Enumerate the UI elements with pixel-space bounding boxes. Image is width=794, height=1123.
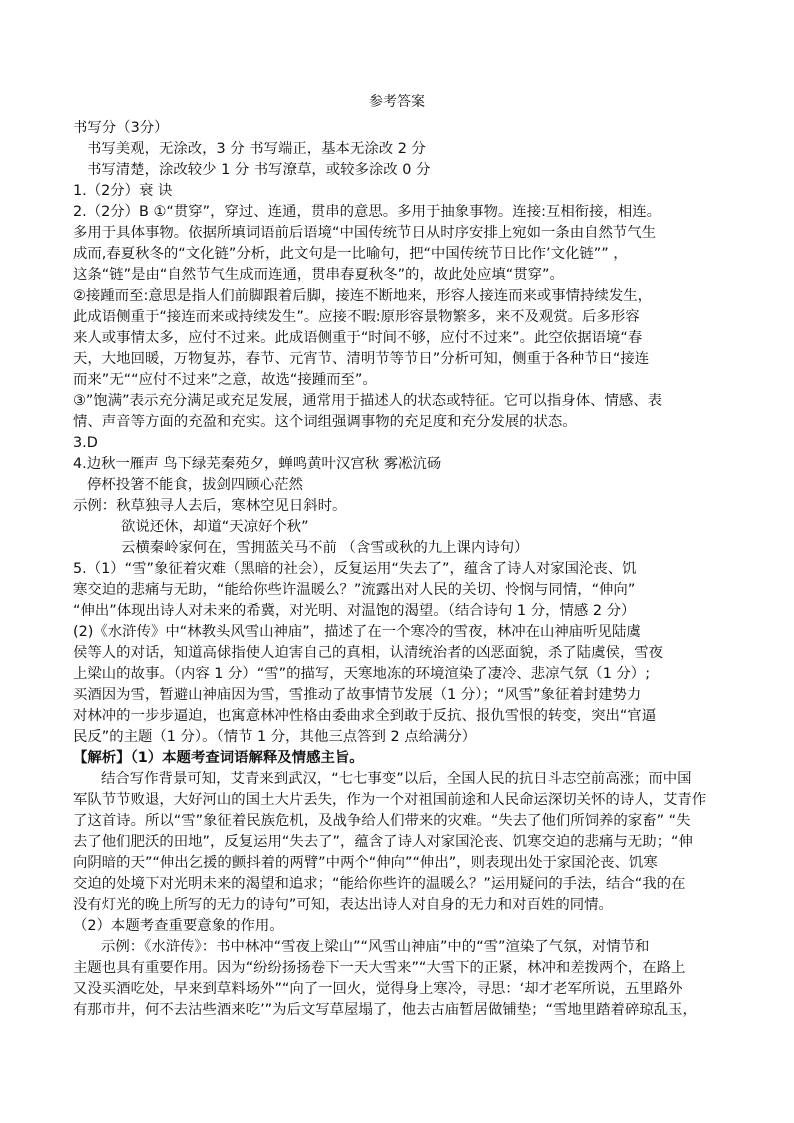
text-line: 天，大地回暖，万物复苏，春节、元宵节、清明节等节日”分析可知，侧重于各种节日“接连: [73, 351, 650, 367]
page-title: 参考答案: [369, 94, 425, 110]
text-line: 情、声音等方面的充盈和充实。这个词组强调事物的充足度和充分发展的状态。: [73, 414, 577, 430]
text-line: 主题也具有重要作用。因为“纷纷扬扬卷下一天大雪来”“大雪下的正紧，林冲和差拨两个，在路上: [73, 960, 686, 976]
text-line: 来人或事情太多，应付不过来。此成语侧重于“时间不够，应付不过来”。此空依据语境“春: [73, 330, 643, 346]
text-line: 没有灯光的晚上所写的无力的诗句”可知，表达出诗人对自身的无力和对百姓的同情。: [73, 897, 613, 913]
text-line: 示例：《水浒传》：书中林冲“雪夜上梁山”“风雪山神庙”中的“雪”渲染了气氛，对情节和: [101, 939, 650, 955]
text-line: 云横秦岭家何在，雪拥蓝关马不前 （含雪或秋的九上课内诗句）: [121, 540, 529, 556]
text-line: 成而,春夏秋冬的“文化链”分析，此文句是一比喻句，把“中国传统节日比作’文化链”” ，: [73, 246, 628, 262]
text-line: 书写清楚，涂改较少 1 分 书写潦草，或较多涂改 0 分: [87, 162, 431, 178]
text-line: 1.（2分）衰 诀: [73, 183, 173, 199]
text-line: （2）本题考查重要意象的作用。: [73, 918, 284, 934]
text-line: 又没买酒吃处，早来到草料场外”“向了一回火，觉得身上寒冷，寻思：‘却才老军所说，五里路外: [73, 981, 683, 997]
text-line: “伸出”体现出诗人对未来的希冀，对光明、对温饱的渴望。（结合诗句 1 分，情感 2 分）: [73, 603, 636, 619]
text-line: 向阴暗的天”“伸出乞援的颤抖着的两臂”中两个“伸向”“伸出”，则表现出处于家国沦丧、饥寒: [73, 855, 658, 871]
text-line: 书写分（3分）: [73, 120, 169, 136]
text-line: 此成语侧重于“接连而来或持续发生”。应接不暇:原形容景物繁多，来不及观赏。后多形容: [73, 309, 640, 325]
text-line: 交迫的处境下对光明未来的渴望和追求；“能给你些许的温暖么？”运用疑问的手法，结合“我的在: [73, 876, 686, 892]
text-line: 这条“链”是由“自然节气生成而连通，贯串春夏秋冬”的，故此处应填“贯穿”。: [73, 267, 564, 283]
text-line: 去了他们肥沃的田地”，反复运用“失去了”，蕴含了诗人对家国沦丧、饥寒交迫的悲痛与无助；“伸: [73, 834, 693, 850]
text-line: 上梁山的故事。（内容 1 分）“雪”的描写，天寒地冻的环境渲染了凄冷、悲凉气氛（1 分）;: [73, 666, 651, 682]
text-line: 3.D: [73, 435, 98, 451]
text-line: 2.（2分）B ①“贯穿”，穿过、连通，贯串的意思。多用于抽象事物。连接:互相衔接，相连。: [73, 204, 662, 220]
text-line: 寒交迫的悲痛与无助，“能给你些许温暖么？”流露出对人民的关切、怜悯与同情，“伸向”: [73, 582, 636, 598]
text-line: 示例：秋草独寻人去后，寒林空见日斜时。: [73, 498, 347, 514]
text-line: 书写美观，无涂改，3 分 书写端正，基本无涂改 2 分: [87, 141, 426, 157]
text-line: ③”饱满”表示充分满足或充足发展，通常用于描述人的状态或特征。它可以指身体、情感、表: [73, 393, 663, 409]
text-line: 民反”的主题（1 分）。（情节 1 分，其他三点答到 2 点给满分）: [73, 729, 477, 745]
text-line: 买酒因为雪，暂避山神庙因为雪，雪推动了故事情节发展（1 分）；“风雪”象征着封建势力: [73, 687, 642, 703]
text-line: 军队节节败退，大好河山的国土大片丢失，作为一个对祖国前途和人民命运深切关怀的诗人，艾青作: [73, 792, 707, 808]
text-line: 4.边秋一雁声 鸟下绿芜秦苑夕，蝉鸣黄叶汉宫秋 雾凇沆砀: [73, 456, 442, 472]
text-line: (2)《水浒传》中“林教头风雪山神庙”，描述了在一个寒冷的雪夜，林冲在山神庙听见陆虞: [73, 624, 641, 640]
text-line: 停杯投箸不能食，拔剑四顾心茫然: [87, 477, 303, 493]
text-line: 5.（1）“雪”象征着灾难（黑暗的社会），反复运用“失去了”，蕴含了诗人对家国沦丧、饥: [73, 561, 637, 577]
text-line: 对林冲的一步步逼迫，也寓意林冲性格由委曲求全到敢于反抗、报仇雪恨的转变，突出“官逼: [73, 708, 657, 724]
text-line: 结合写作背景可知，艾青来到武汉，“七七事变”以后，全国人民的抗日斗志空前高涨；而中国: [101, 771, 692, 787]
text-line: ②接踵而至:意思是指人们前脚跟着后脚，接连不断地来，形容人接连而来或事情持续发生，: [73, 288, 652, 304]
text-line: 侯等人的对话，知道高俅指使人迫害自己的真相，认清统治者的凶恶面貌，杀了陆虞侯，雪夜: [73, 645, 664, 661]
text-line: 了这首诗。所以“雪”象征着民族危机，及战争给人们带来的灾难。“失去了他们所饲养的家畜” “失: [73, 813, 691, 829]
text-line: 而来”无““应付不过来”之意，故选“接踵而至”。: [73, 372, 377, 388]
text-line: 多用于具体事物。依据所填词语前后语境“中国传统节日从时序安排上宛如一条由自然节气生: [73, 225, 657, 241]
text-line: 有那市井，何不去沽些酒来吃’”为后文写草屋塌了，他去古庙暂居做铺垫；“雪地里踏着碎琼乱玉，: [73, 1002, 697, 1018]
text-line: 【解析】（1）本题考查词语解释及情感主旨。: [73, 750, 364, 766]
text-line: 欲说还休，却道“天凉好个秋”: [121, 519, 309, 535]
